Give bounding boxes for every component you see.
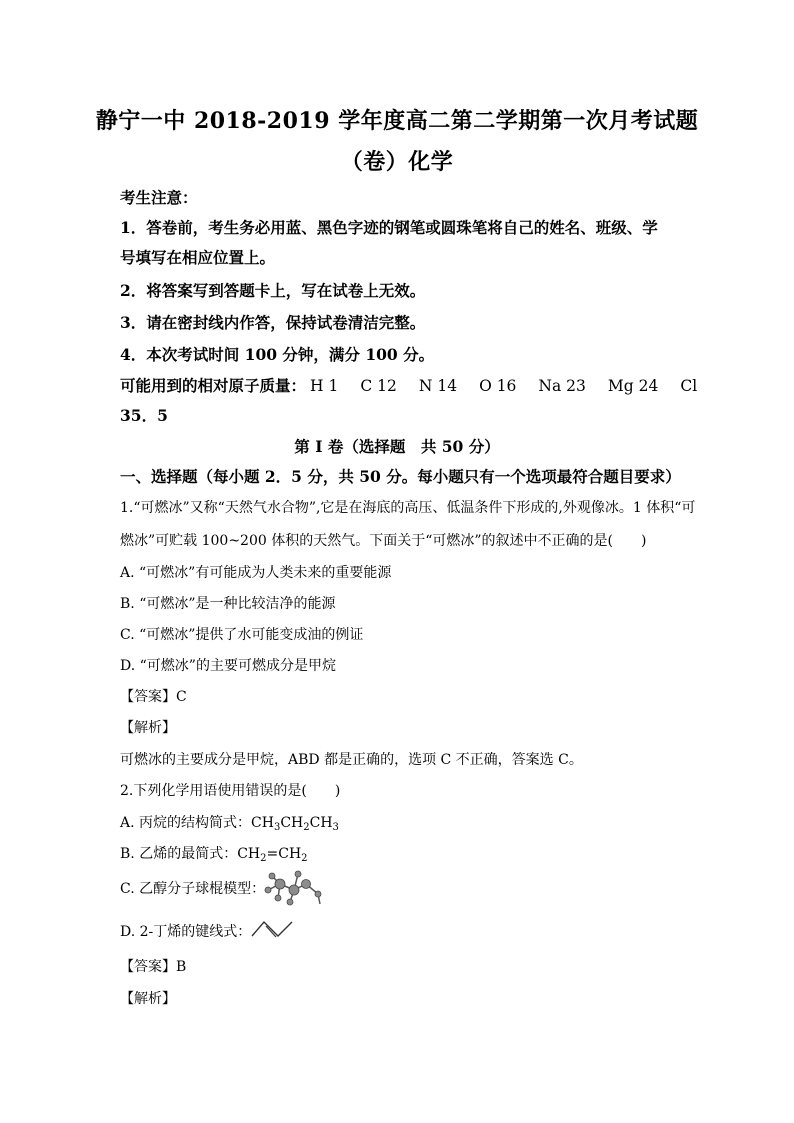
- q1-analysis: 可燃冰的主要成分是甲烷，ABD 都是正确的，选项 C 不正确，答案选 C。: [120, 752, 583, 768]
- propane-formula: $CH_3CH_2CH_3$: [251, 815, 339, 833]
- atomic-mass: Mg 24: [607, 377, 659, 395]
- atomic-masses-cont: 35．5: [120, 406, 168, 425]
- q1-stem: 1.“可燃冰”又称“天然气水合物”,它是在海底的高压、低温条件下形成的,外观像冰。1 体积“可: [120, 500, 696, 516]
- ethanol-ball-stick-model: [258, 868, 324, 908]
- hydrogen-atom: [287, 899, 293, 905]
- notice-item-2: 2．将答案写到答题卡上，写在试卷上无效。: [120, 281, 426, 300]
- butene-skeletal-formula: [250, 918, 296, 940]
- q2-option-c: C. 乙醇分子球棍模型：: [120, 881, 266, 897]
- carbon-atom: [289, 885, 299, 895]
- q2-option-b: [120, 843, 680, 864]
- q2-option-b-label: B. 乙烯的最简式：: [120, 846, 238, 862]
- q1-option-a: A. “可燃冰”有可能成为人类未来的重要能源: [120, 565, 392, 581]
- hydrogen-atom: [315, 891, 321, 897]
- q1-option-c: C. “可燃冰”提供了水可能变成油的例证: [120, 627, 364, 643]
- q1-stem-cont: 燃冰”可贮载 100~200 体积的天然气。下面关于“可燃冰”的叙述中不正确的是( ): [120, 533, 647, 549]
- oxygen-atom: [302, 880, 311, 889]
- q2-analysis-label: 【解析】: [120, 991, 176, 1007]
- ethylene-formula: $CH_2=CH_2$: [237, 846, 308, 864]
- atomic-masses: [120, 374, 698, 396]
- exam-title: 静宁一中 2018-2019 学年度高二第二学期第一次月考试题: [95, 108, 699, 134]
- hydrogen-atom: [269, 873, 275, 879]
- hydrogen-atom: [295, 871, 301, 877]
- notice-heading: 考生注意：: [120, 188, 198, 207]
- q1-option-d: D. “可燃冰”的主要可燃成分是甲烷: [120, 658, 336, 674]
- hydrogen-atom: [275, 895, 281, 901]
- atomic-mass: Cl: [680, 377, 698, 395]
- part-title: 第 I 卷（选择题 共 50 分）: [294, 437, 500, 456]
- notice-item-3: 3．请在密封线内作答，保持试卷清洁完整。: [120, 313, 426, 332]
- atomic-mass: N 14: [418, 377, 458, 395]
- exam-subtitle: （卷）化学: [340, 149, 454, 175]
- q2-answer: 【答案】B: [120, 959, 187, 975]
- carbon-atom: [275, 879, 285, 889]
- q1-analysis-label: 【解析】: [120, 720, 176, 736]
- atomic-mass: O 16: [479, 377, 517, 395]
- notice-item-1: 1．答卷前，考生务必用蓝、黑色字迹的钢笔或圆珠笔将自己的姓名、班级、学: [120, 218, 658, 237]
- atomic-mass: C 12: [360, 377, 397, 395]
- notice-item-4: 4．本次考试时间 100 分钟，满分 100 分。: [120, 345, 435, 364]
- q2-option-d: D. 2-丁烯的键线式：: [120, 924, 252, 940]
- section-heading: 一、选择题（每小题 2．5 分，共 50 分。每小题只有一个选项最符合题目要求）: [120, 467, 681, 486]
- atomic-mass: H 1: [310, 377, 339, 395]
- atomic-mass: Na 23: [538, 377, 586, 395]
- q2-option-a: [120, 812, 680, 833]
- q1-answer: 【答案】C: [120, 689, 187, 705]
- q2-stem: 2.下列化学用语使用错误的是( ): [120, 783, 341, 799]
- q1-option-b: B. “可燃冰”是一种比较洁净的能源: [120, 596, 336, 612]
- q2-option-a-label: A. 丙烷的结构简式：: [120, 815, 252, 831]
- hydrogen-atom: [265, 887, 271, 893]
- atomic-label: 可能用到的相对原子质量：: [120, 376, 307, 395]
- notice-item-1-cont: 号填写在相应位置上。: [120, 248, 276, 267]
